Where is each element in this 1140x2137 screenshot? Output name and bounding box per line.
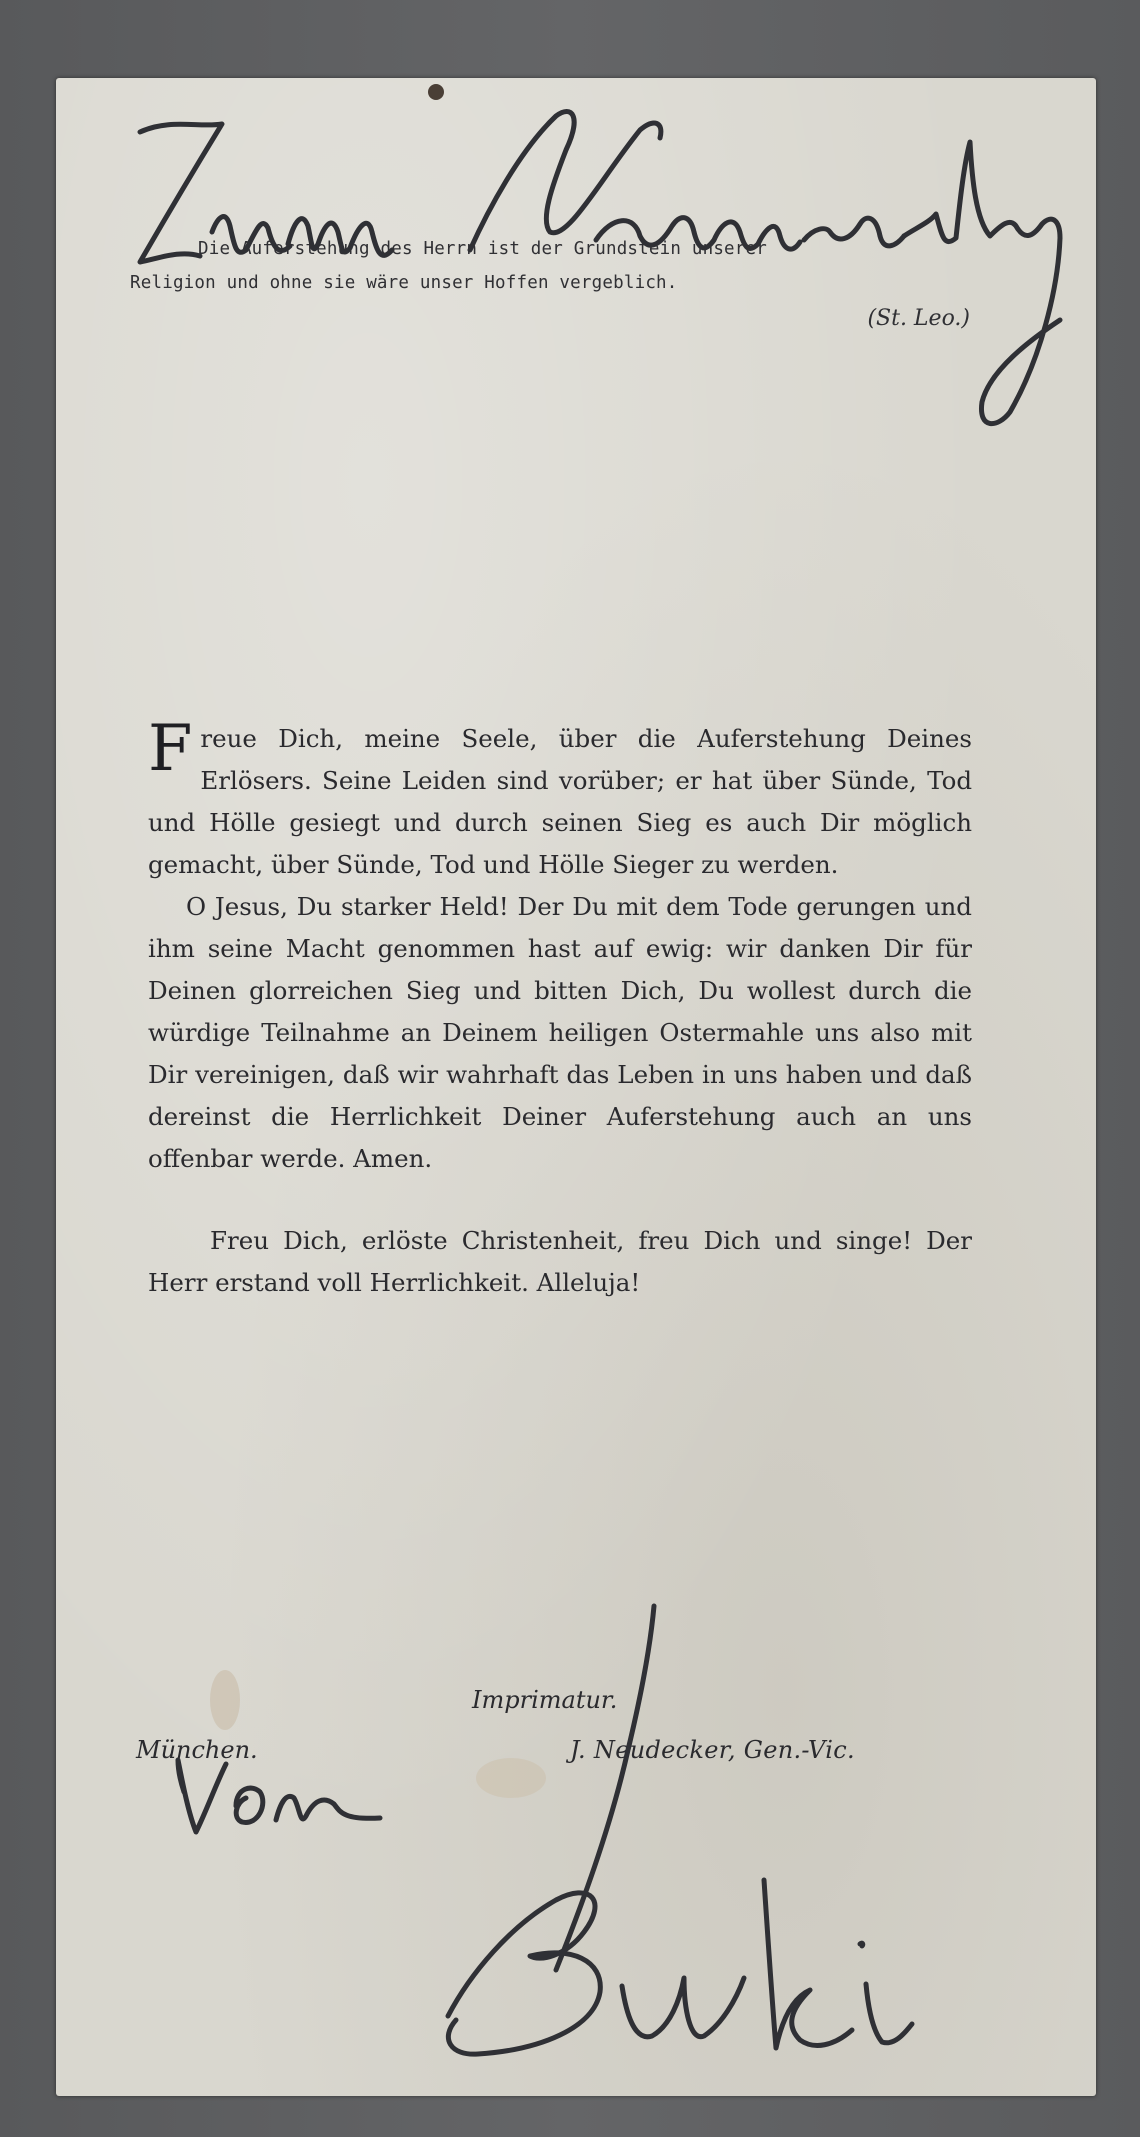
prayer-paragraph-2: O Jesus, Du starker Held! Der Du mit dem Tode gerungen und ihm seine Macht genommen hast auf ewig: wir danken Dir für Deinen glorreichen Sieg und bitten Dich, Du wollest durch die würdige Teilnahme an Deinem heiligen Ostermahle uns also mit Dir vereinigen, daß wir wahrhaft das Leben in uns haben und daß dereinst die Herrlichkeit Deiner Auferstehung auch an uns offenbar werde. Amen. bbox=[148, 892, 972, 1173]
handwritten-von bbox=[178, 1760, 380, 1832]
vicar-name: J. Neudecker, Gen.-Vic. bbox=[570, 1736, 855, 1764]
prayer-paragraph-3: Freu Dich, erlöste Christenheit, freu Dich und singe! Der Herr erstand voll Herrlichkeit. Alleluja! bbox=[148, 1226, 972, 1297]
quote-source: (St. Leo.) bbox=[867, 306, 970, 331]
city-label: München. bbox=[136, 1736, 258, 1764]
quote-line-1: Die Auferstehung des Herrn ist der Grundstein unserer bbox=[198, 239, 768, 259]
drop-cap: F bbox=[148, 712, 193, 786]
prayer-paragraph-1-text: reue Dich, meine Seele, über die Auferstehung Deines Erlösers. Seine Leiden sind vorüber; er hat über Sünde, Tod und Hölle gesiegt und durch seinen Sieg es auch Dir möglich gemacht, über Sünde, Tod und Hölle Sieger zu werden. bbox=[148, 724, 972, 879]
prayer-text bbox=[148, 712, 972, 1304]
handwritten-signature bbox=[0, 1580, 1140, 2137]
handwritten-greeting bbox=[0, 0, 1140, 460]
handwritten-buki bbox=[448, 1606, 912, 2054]
epigraph-quote bbox=[130, 232, 952, 300]
prayer-paragraph-1 bbox=[148, 712, 972, 886]
imprimatur-label: Imprimatur. bbox=[472, 1686, 618, 1714]
quote-line-2: Religion und ohne sie wäre unser Hoffen vergeblich. bbox=[130, 273, 678, 293]
